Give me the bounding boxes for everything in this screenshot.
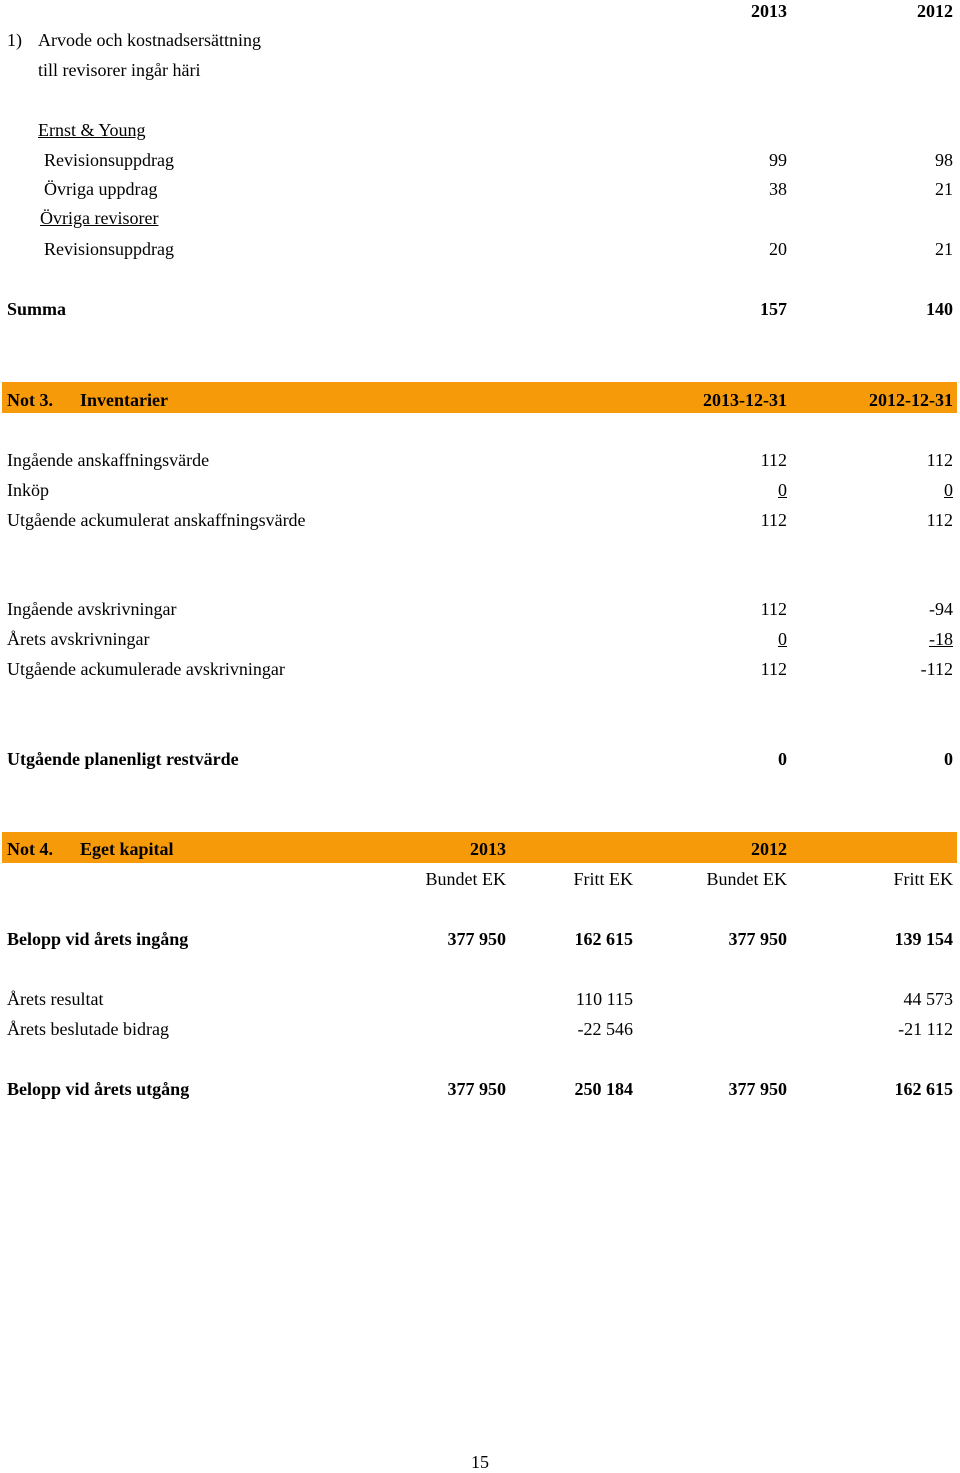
summa-2013: 157	[760, 299, 787, 319]
note-4-year-2013: 2013	[470, 839, 506, 859]
arets-resultat-fritt-2012: 44 573	[903, 989, 953, 1009]
ovriga-uppdrag-2012: 21	[935, 179, 953, 199]
arets-bidrag-label: Årets beslutade bidrag	[7, 1019, 169, 1039]
subheader-bundet-ek-2012: Bundet EK	[706, 869, 787, 889]
belopp-utgang-fritt-2013: 250 184	[574, 1079, 633, 1099]
utgaende-anskaffningsvarde-2013: 112	[760, 510, 787, 530]
subheader-fritt-ek-2013: Fritt EK	[573, 869, 633, 889]
ingaende-avskrivningar-2013: 112	[760, 599, 787, 619]
ernst-young-label: Ernst & Young	[38, 120, 146, 140]
revisionsuppdrag-2-2013: 20	[769, 239, 787, 259]
ingaende-anskaffningsvarde-2013: 112	[760, 450, 787, 470]
belopp-ingang-label: Belopp vid årets ingång	[7, 929, 189, 949]
subheader-fritt-ek-2012: Fritt EK	[893, 869, 953, 889]
belopp-utgang-fritt-2012: 162 615	[894, 1079, 953, 1099]
footnote-number: 1)	[7, 30, 22, 50]
utgaende-avskrivningar-2012: -112	[920, 659, 953, 679]
summa-2012: 140	[926, 299, 953, 319]
revisionsuppdrag-label: Revisionsuppdrag	[44, 150, 174, 170]
ingaende-anskaffningsvarde-2012: 112	[926, 450, 953, 470]
note-4-number: Not 4.	[7, 839, 53, 859]
note-3-title: Inventarier	[80, 390, 168, 410]
year-2013-header: 2013	[751, 1, 787, 21]
inkop-label: Inköp	[7, 480, 49, 500]
subheader-bundet-ek-2013: Bundet EK	[425, 869, 506, 889]
summa-label: Summa	[7, 299, 67, 319]
arets-avskrivningar-label: Årets avskrivningar	[7, 629, 150, 649]
belopp-ingang-bundet-2012: 377 950	[728, 929, 787, 949]
belopp-ingang-fritt-2012: 139 154	[894, 929, 953, 949]
utgaende-avskrivningar-2013: 112	[760, 659, 787, 679]
ovriga-uppdrag-label: Övriga uppdrag	[44, 179, 158, 199]
arets-resultat-fritt-2013: 110 115	[575, 989, 633, 1009]
restvarde-2012: 0	[944, 749, 953, 769]
inkop-2013: 0	[778, 480, 787, 500]
inkop-2012: 0	[944, 480, 953, 500]
utgaende-avskrivningar-label: Utgående ackumulerade avskrivningar	[7, 659, 285, 679]
arets-bidrag-fritt-2012: -21 112	[898, 1019, 953, 1039]
ovriga-revisorer-label: Övriga revisorer	[40, 208, 159, 228]
revisionsuppdrag-2-2012: 21	[935, 239, 953, 259]
belopp-utgang-label: Belopp vid årets utgång	[7, 1079, 190, 1099]
footnote-line-2: till revisorer ingår häri	[38, 60, 201, 80]
belopp-ingang-bundet-2013: 377 950	[447, 929, 506, 949]
revisionsuppdrag-2013: 99	[769, 150, 787, 170]
revisionsuppdrag-2-label: Revisionsuppdrag	[44, 239, 174, 259]
footnote-line-1: Arvode och kostnadsersättning	[38, 30, 261, 50]
ingaende-avskrivningar-label: Ingående avskrivningar	[7, 599, 177, 619]
note-3-col-2013: 2013-12-31	[703, 390, 787, 410]
ingaende-anskaffningsvarde-label: Ingående anskaffningsvärde	[7, 450, 210, 470]
note-3-col-2012: 2012-12-31	[869, 390, 953, 410]
utgaende-anskaffningsvarde-label: Utgående ackumulerat anskaffningsvärde	[7, 510, 306, 530]
ovriga-uppdrag-2013: 38	[769, 179, 787, 199]
restvarde-label: Utgående planenligt restvärde	[7, 749, 239, 769]
belopp-utgang-bundet-2013: 377 950	[447, 1079, 506, 1099]
belopp-utgang-bundet-2012: 377 950	[728, 1079, 787, 1099]
note-4-year-2012: 2012	[751, 839, 787, 859]
belopp-ingang-fritt-2013: 162 615	[574, 929, 633, 949]
note-4-title: Eget kapital	[80, 839, 174, 859]
year-2012-header: 2012	[917, 1, 953, 21]
revisionsuppdrag-2012: 98	[935, 150, 953, 170]
arets-avskrivningar-2012: -18	[929, 629, 953, 649]
restvarde-2013: 0	[778, 749, 787, 769]
arets-avskrivningar-2013: 0	[778, 629, 787, 649]
ingaende-avskrivningar-2012: -94	[929, 599, 953, 619]
arets-bidrag-fritt-2013: -22 546	[577, 1019, 633, 1039]
page-number: 15	[471, 1452, 489, 1472]
note-3-number: Not 3.	[7, 390, 53, 410]
arets-resultat-label: Årets resultat	[7, 989, 104, 1009]
utgaende-anskaffningsvarde-2012: 112	[926, 510, 953, 530]
